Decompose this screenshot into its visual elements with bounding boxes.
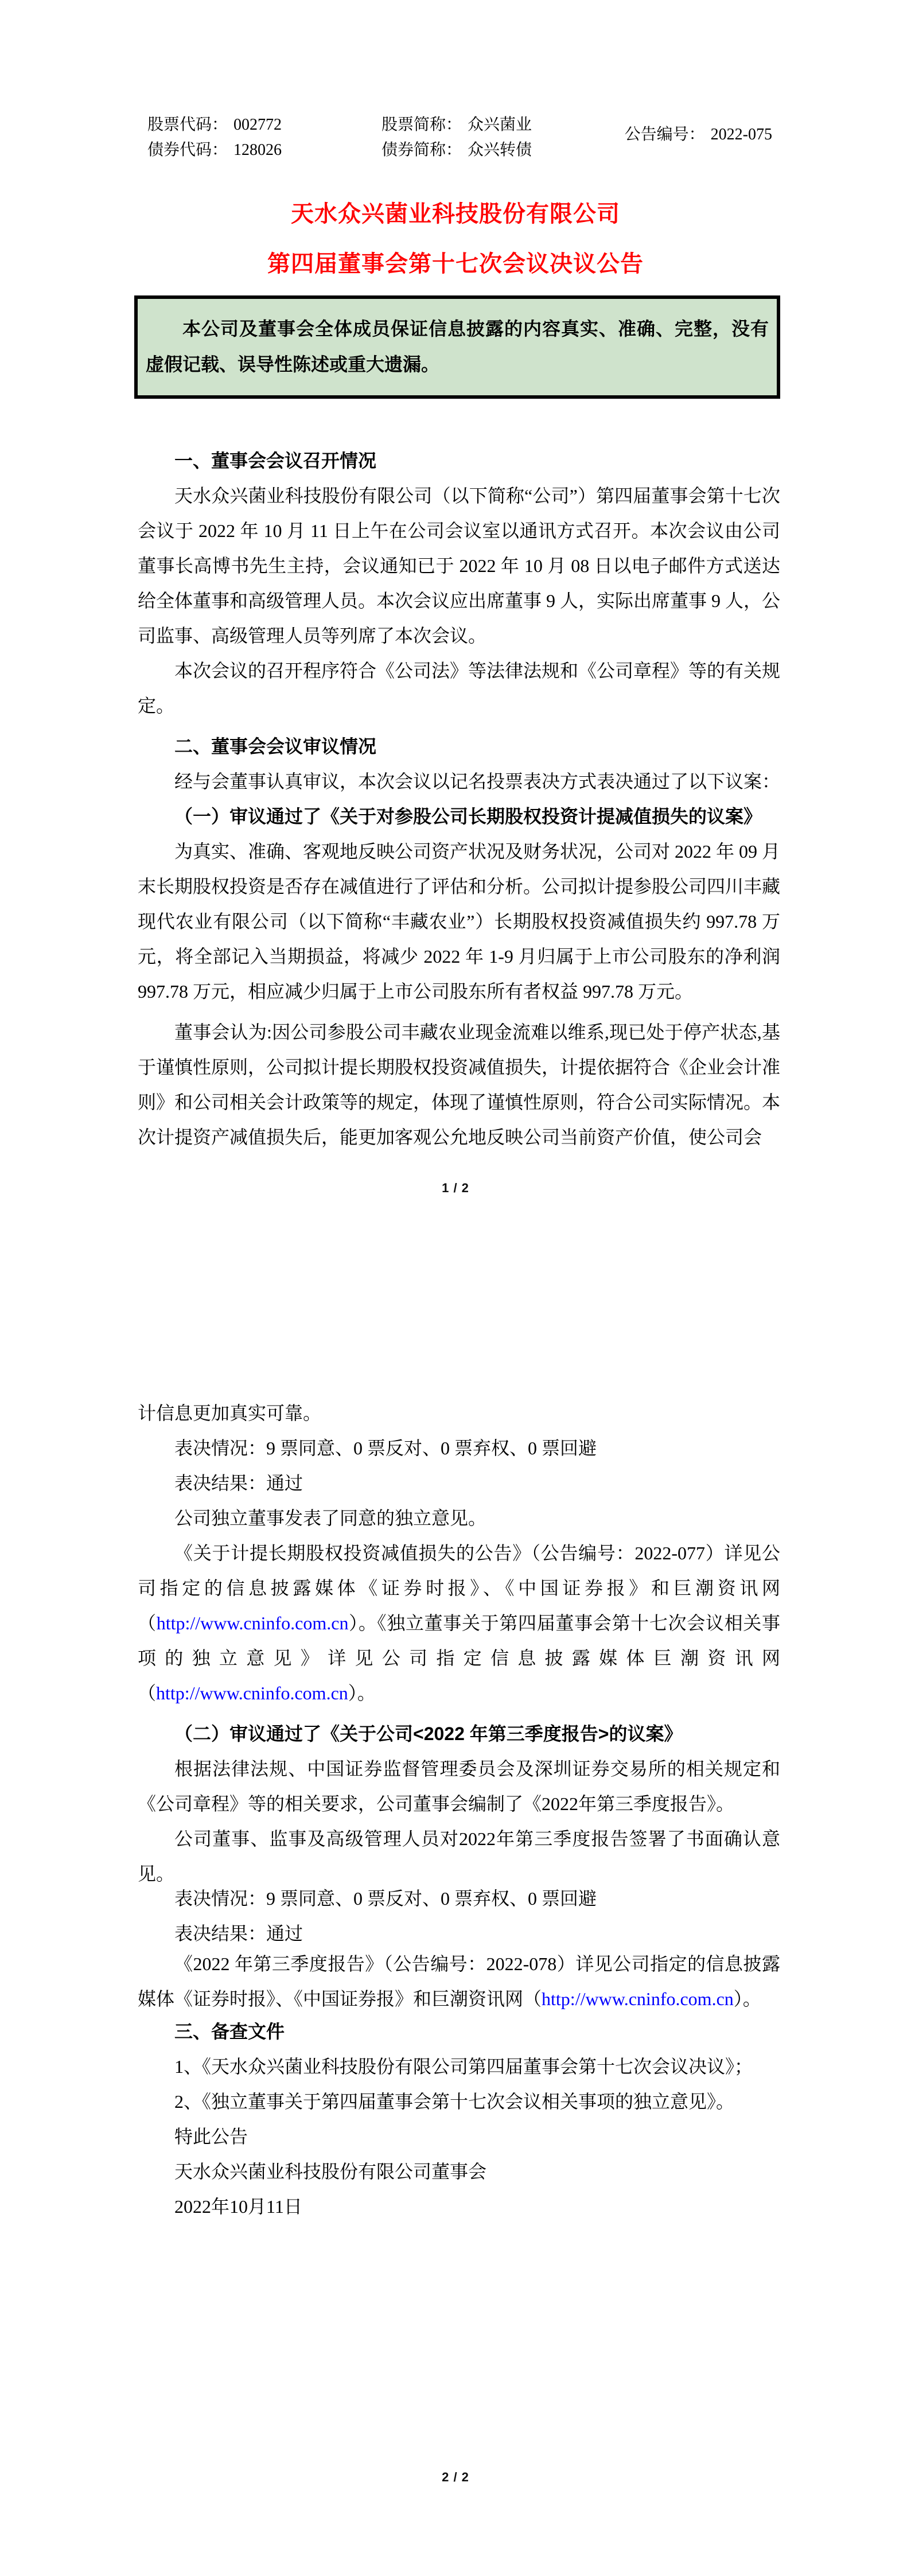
page2-body	[138, 1396, 780, 2224]
item2-vote-status: 表决情况：9 票同意、0 票反对、0 票弃权、0 票回避	[174, 1888, 597, 1909]
section1-heading: 一、董事会会议召开情况	[174, 450, 377, 471]
item2-vote-result: 表决结果：通过	[174, 1923, 303, 1944]
section1-paragraph-2: 本次会议的召开程序符合《公司法》等法律法规和《公司章程》等的有关规定。	[138, 660, 781, 716]
section3-heading: 三、备查文件	[174, 2021, 285, 2042]
bond-name-label: 债券简称：	[381, 141, 462, 159]
header-codes-left	[147, 112, 282, 163]
bond-code-value: 128026	[233, 141, 282, 159]
item1-heading: （一）审议通过了《关于对参股公司长期股权投资计提减值损失的议案》	[174, 806, 762, 827]
cninfo-url-link[interactable]: http://www.cninfo.com.cn	[156, 1613, 349, 1633]
item2-heading: （二）审议通过了《关于公司<2022 年第三季度报告>的议案》	[174, 1723, 683, 1744]
item1-disclosure	[138, 1536, 780, 1711]
page2-number: 2 / 2	[442, 2470, 469, 2484]
announcement-number-label: 公告编号：	[624, 126, 705, 143]
item1-paragraph-2-continuation: 计信息更加真实可靠。	[138, 1403, 322, 1423]
item1-vote-result: 表决结果：通过	[174, 1473, 303, 1493]
stock-name-value: 众兴菌业	[468, 116, 532, 134]
announcement-date: 2022年10月11日	[174, 2196, 302, 2217]
section2-intro: 经与会董事认真审议，本次会议以记名投票表决方式表决通过了以下议案：	[174, 771, 781, 792]
stock-code-label: 股票代码：	[147, 116, 228, 134]
disclaimer-text: 本公司及董事会全体成员保证信息披露的内容真实、准确、完整，没有虚假记载、误导性陈述或重大遗漏。	[146, 318, 769, 375]
bond-code-row	[147, 138, 282, 163]
item2-paragraph-1: 根据法律法规、中国证券监督管理委员会及深圳证券交易所的相关规定和《公司章程》等的相关要求，公司董事会编制了《2022年第三季度报告》。	[138, 1758, 780, 1814]
header-codes-middle	[381, 112, 532, 163]
bond-code-label: 债券代码：	[147, 141, 228, 159]
board-signature: 天水众兴菌业科技股份有限公司董事会	[174, 2161, 487, 2182]
section1-paragraph-1: 天水众兴菌业科技股份有限公司（以下简称“公司”）第四届董事会第十七次会议于 2022 年 10 月 11 日上午在公司会议室以通讯方式召开。本次会议由公司董事长高博书先生主持，会议通知已于 2022 年 10 月 08 日以电子邮件方式送达给全体董事和高级管理人员。本次会议应出席董事 9 人，实际出席董事 9 人，公司监事、高级管理人员等列席了本次会议。	[138, 485, 781, 646]
page1-number: 1 / 2	[442, 1181, 469, 1195]
item1-vote-status: 表决情况：9 票同意、0 票反对、0 票弃权、0 票回避	[174, 1438, 597, 1458]
stock-name-row	[381, 112, 532, 138]
reference-doc-1: 1、《天水众兴菌业科技股份有限公司第四届董事会第十七次会议决议》；	[174, 2056, 753, 2077]
item2-disclosure	[138, 1947, 780, 2017]
item1-independent-opinion: 公司独立董事发表了同意的独立意见。	[174, 1508, 487, 1528]
stock-code-row	[147, 112, 282, 138]
disclaimer-box	[134, 295, 780, 399]
paragraph-text: 《2022 年第三季度报告》（公告编号：2022-078）详见公司指定的信息披露媒体《证券时报》、《中国证券报》和巨潮资讯网（	[138, 1954, 780, 2009]
bond-name-value: 众兴转债	[468, 141, 532, 159]
item2-paragraph-2: 公司董事、监事及高级管理人员对2022年第三季度报告签署了书面确认意见。	[138, 1828, 780, 1884]
announcement-number-value: 2022-075	[710, 126, 772, 143]
item1-paragraph-1: 为真实、准确、客观地反映公司资产状况及财务状况，公司对 2022 年 09 月末长期股权投资是否存在减值进行了评估和分析。公司拟计提参股公司四川丰藏现代农业有限公司（以下简称“丰藏农业”）长期股权投资减值损失约 997.78 万元，将全部记入当期损益，将减少 2022 年 1-9 月归属于上市公司股东的净利润 997.78 万元，相应减少归属于上市公司股东所有者权益 997.78 万元。	[138, 841, 781, 1002]
company-title: 天水众兴菌业科技股份有限公司	[291, 201, 620, 227]
cninfo-url-link[interactable]: http://www.cninfo.com.cn	[542, 1989, 734, 2009]
closing-statement: 特此公告	[174, 2126, 248, 2147]
meeting-resolution-subtitle: 第四届董事会第十七次会议决议公告	[267, 251, 644, 277]
paragraph-text: 《关于计提长期股权投资减值损失的公告》（公告编号：2022-077）详见公司指定的信息披露媒体《证券时报》、《中国证券报》和巨潮资讯网（	[138, 1543, 780, 1633]
section2-heading: 二、董事会会议审议情况	[174, 736, 377, 757]
page1-body	[138, 443, 780, 1155]
announcement-number	[625, 122, 772, 147]
stock-name-label: 股票简称：	[381, 116, 462, 134]
cninfo-url-link[interactable]: http://www.cninfo.com.cn	[156, 1683, 348, 1703]
reference-doc-2: 2、《独立董事关于第四届董事会第十七次会议相关事项的独立意见》。	[174, 2091, 735, 2112]
bond-name-row	[381, 138, 532, 163]
stock-code-value: 002772	[233, 116, 282, 134]
paragraph-text: ）。《独立董事关于第四届董事会第十七次会议相关事项的独立意见》详见公司指定信息披露媒体巨潮资讯网（	[138, 1613, 780, 1703]
paragraph-text: ）。	[733, 1989, 761, 2009]
item1-paragraph-2: 董事会认为:因公司参股公司丰藏农业现金流难以维系,现已处于停产状态,基于谨慎性原则，公司拟计提长期股权投资减值损失，计提依据符合《企业会计准则》和公司相关会计政策等的规定，体现了谨慎性原则，符合公司实际情况。本次计提资产减值损失后，能更加客观公允地反映公司当前资产价值，使公司会	[138, 1022, 781, 1147]
paragraph-text: ）。	[348, 1683, 376, 1703]
